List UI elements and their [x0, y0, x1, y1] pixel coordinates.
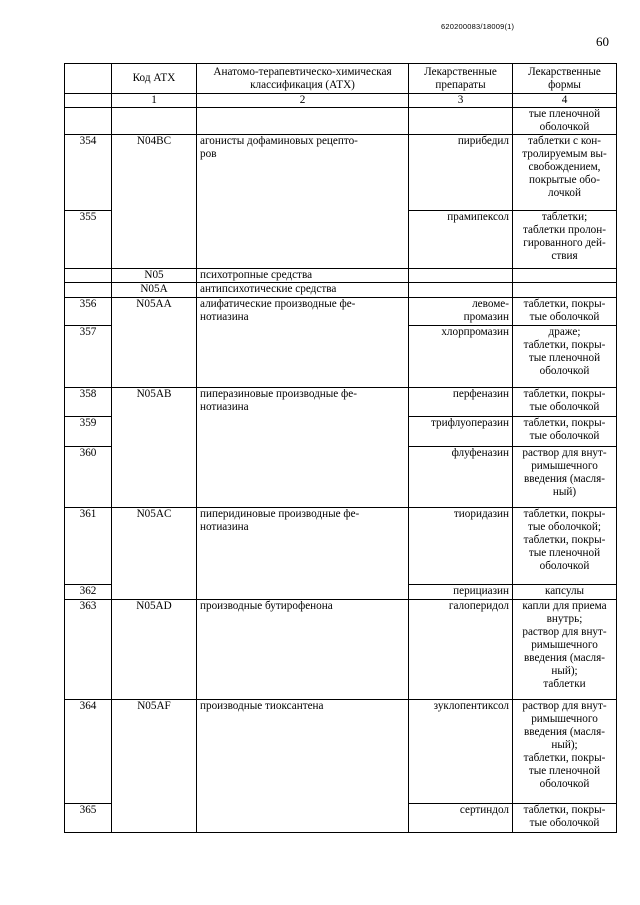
drug-name-cell: прамипексол — [409, 211, 513, 269]
drug-name-cell: зуклопентиксол — [409, 700, 513, 804]
row-number-cell: 363 — [65, 600, 112, 700]
table-row — [65, 211, 617, 269]
dosage-form-cell — [513, 269, 617, 283]
table-row — [65, 417, 617, 447]
drug-name-cell: трифлуоперазин — [409, 417, 513, 447]
header-cell-drugs: Лекарственные препараты — [409, 64, 513, 94]
atc-code-cell: N05 — [112, 269, 197, 283]
dosage-form-cell: таблетки, покры- тые оболочкой — [513, 417, 617, 447]
classification-cell: пиперазиновые производные фе- нотиазина — [197, 388, 409, 417]
drug-name-cell — [409, 283, 513, 298]
row-number-cell: 360 — [65, 447, 112, 508]
row-number-cell — [65, 108, 112, 135]
column-number-row — [65, 94, 617, 108]
document-id: 620200083/18009(1) — [441, 22, 515, 31]
classification-cell: алифатические производные фе- нотиазина — [197, 298, 409, 326]
atc-code-cell: N05AB — [112, 388, 197, 417]
row-number-cell: 356 — [65, 298, 112, 326]
atc-code-cell — [112, 804, 197, 833]
atc-code-cell — [112, 447, 197, 508]
classification-cell: агонисты дофаминовых рецепто- ров — [197, 135, 409, 211]
col-number-cell: 4 — [513, 94, 617, 108]
header-cell-forms: Лекарственные формы — [513, 64, 617, 94]
row-number-cell: 359 — [65, 417, 112, 447]
classification-cell: пиперидиновые производные фе- нотиазина — [197, 508, 409, 585]
dosage-form-cell — [513, 283, 617, 298]
row-number-cell: 364 — [65, 700, 112, 804]
dosage-form-cell: таблетки, покры- тые оболочкой — [513, 804, 617, 833]
classification-cell: антипсихотические средства — [197, 283, 409, 298]
table-row — [65, 508, 617, 585]
row-number-cell: 361 — [65, 508, 112, 585]
atc-code-cell: N05AC — [112, 508, 197, 585]
atc-code-cell — [112, 326, 197, 388]
classification-cell — [197, 585, 409, 600]
atc-code-cell — [112, 585, 197, 600]
table-row — [65, 326, 617, 388]
table-row — [65, 135, 617, 211]
atc-code-cell — [112, 417, 197, 447]
table-row — [65, 447, 617, 508]
dosage-form-cell: драже; таблетки, покры- тые пленочной оболочкой — [513, 326, 617, 388]
classification-cell — [197, 211, 409, 269]
dosage-form-cell: таблетки с кон- тролируемым вы- свобождением, покрытые обо- лочкой — [513, 135, 617, 211]
table-row — [65, 600, 617, 700]
dosage-form-cell: таблетки, покры- тые оболочкой; таблетки, покры- тые пленочной оболочкой — [513, 508, 617, 585]
drug-name-cell: хлорпромазин — [409, 326, 513, 388]
atc-code-cell: N05AF — [112, 700, 197, 804]
table-row — [65, 804, 617, 833]
dosage-form-cell: капли для приема внутрь; раствор для внут- римышечного введения (масля- ный); таблетки — [513, 600, 617, 700]
classification-cell — [197, 326, 409, 388]
drug-name-cell: перфеназин — [409, 388, 513, 417]
table-row — [65, 298, 617, 326]
drug-name-cell: галоперидол — [409, 600, 513, 700]
dosage-form-cell: таблетки; таблетки пролон- гированного дей- ствия — [513, 211, 617, 269]
dosage-form-cell: таблетки, покры- тые оболочкой — [513, 298, 617, 326]
drug-name-cell — [409, 108, 513, 135]
dosage-form-cell: раствор для внут- римышечного введения (масля- ный); таблетки, покры- тые пленочной оболочкой — [513, 700, 617, 804]
table-header-row — [65, 64, 617, 94]
row-number-cell: 354 — [65, 135, 112, 211]
drug-name-cell: тиоридазин — [409, 508, 513, 585]
row-number-cell: 365 — [65, 804, 112, 833]
classification-cell: психотропные средства — [197, 269, 409, 283]
dosage-form-cell: раствор для внут- римышечного введения (масля- ный) — [513, 447, 617, 508]
header-cell-code: Код АТХ — [112, 64, 197, 94]
row-number-cell — [65, 269, 112, 283]
atc-code-cell — [112, 211, 197, 269]
atc-drug-table — [64, 63, 617, 833]
atc-code-cell — [112, 108, 197, 135]
classification-cell: производные тиоксантена — [197, 700, 409, 804]
drug-name-cell: флуфеназин — [409, 447, 513, 508]
header-cell-classification: Анатомо-терапевтическо-химическая классификация (АТХ) — [197, 64, 409, 94]
classification-cell: производные бутирофенона — [197, 600, 409, 700]
table-row — [65, 700, 617, 804]
drug-name-cell: пирибедил — [409, 135, 513, 211]
dosage-form-cell: таблетки, покры- тые оболочкой — [513, 388, 617, 417]
col-number-cell — [65, 94, 112, 108]
page-number: 60 — [596, 34, 609, 49]
row-number-cell: 357 — [65, 326, 112, 388]
atc-code-cell: N05AA — [112, 298, 197, 326]
atc-code-cell: N05AD — [112, 600, 197, 700]
classification-cell — [197, 417, 409, 447]
row-number-cell: 358 — [65, 388, 112, 417]
classification-cell — [197, 447, 409, 508]
drug-name-cell: перициазин — [409, 585, 513, 600]
atc-code-cell: N05A — [112, 283, 197, 298]
row-number-cell: 362 — [65, 585, 112, 600]
row-number-cell — [65, 283, 112, 298]
classification-cell — [197, 804, 409, 833]
dosage-form-cell: капсулы — [513, 585, 617, 600]
table-row — [65, 108, 617, 135]
dosage-form-cell: тые пленочной оболочкой — [513, 108, 617, 135]
table-row — [65, 585, 617, 600]
table-row — [65, 283, 617, 298]
atc-code-cell: N04BC — [112, 135, 197, 211]
col-number-cell: 1 — [112, 94, 197, 108]
drug-name-cell: левоме- промазин — [409, 298, 513, 326]
col-number-cell: 2 — [197, 94, 409, 108]
header-cell-number — [65, 64, 112, 94]
row-number-cell: 355 — [65, 211, 112, 269]
table-row — [65, 269, 617, 283]
classification-cell — [197, 108, 409, 135]
table-row — [65, 388, 617, 417]
drug-name-cell — [409, 269, 513, 283]
col-number-cell: 3 — [409, 94, 513, 108]
drug-name-cell: сертиндол — [409, 804, 513, 833]
